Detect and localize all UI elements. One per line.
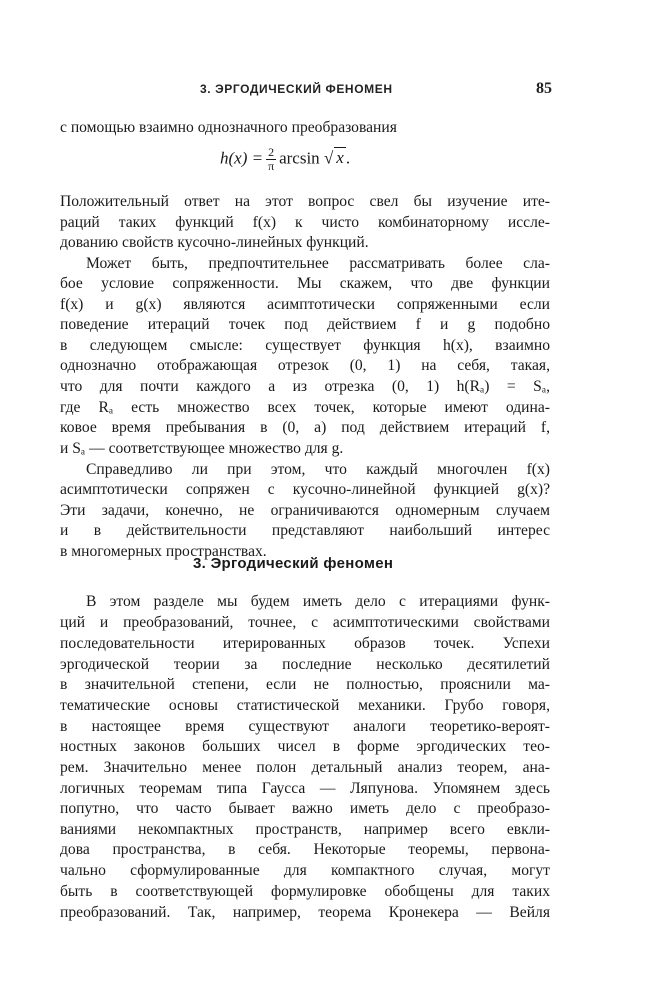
formula-radicand: x [336,148,344,168]
running-title: 3. ЭРГОДИЧЕСКИЙ ФЕНОМЕН [200,82,393,96]
formula-fraction [266,146,276,173]
text-line: поведение итераций точек под действием f и g подобно [60,316,550,333]
text-line: раций таких функций f(x) к чисто комбинаторному иссле- [60,214,550,231]
formula-function: arcsin [279,148,320,168]
section-heading: 3. Эргодический феномен [193,555,394,572]
formula-denominator: π [268,159,275,173]
text-line: где Rₐ есть множество всех точек, которые имеют одина- [60,399,550,416]
text-line: преобразований. Так, например, теорема Кронекера — Вейля [60,904,550,921]
text-line: бое условие сопряженности. Мы скажем, что две функции [60,275,550,292]
text-line: Может быть, предпочтительнее рассматривать более сла- [86,255,550,272]
formula-terminator: . [345,148,351,168]
page-header [0,80,645,100]
text-line: асимптотически сопряжен с кусочно-линейной функцией g(x)? [60,481,550,498]
text-line: быть в соответствующей формулировке обобщены для таких [60,883,550,900]
text-line: ковое время пребывания в (0, a) под действием итераций f, [60,419,550,436]
formula [220,146,350,182]
formula-numerator: 2 [268,145,275,159]
text-line: дова пространства, в себя. Некоторые теоремы, первона- [60,841,550,858]
formula-lhs: h(x) = [220,148,264,168]
text-line: однозначно отображающая отрезок (0, 1) на себя, такая, [60,357,550,374]
text-line: тематические основы статистической механики. Грубо говоря, [60,697,550,714]
text-line: эргодической теории за последние несколько десятилетий [60,656,550,673]
text-line: f(x) и g(x) являются асимптотически сопряженными если [60,296,550,313]
text-line: логичных теоремам типа Гаусса — Ляпунова. Упомянем здесь [60,780,550,797]
text-line: дованию свойств кусочно-линейных функций. [60,234,369,251]
page-number: 85 [536,80,552,97]
text-line: попутно, что часто бывает важно иметь дело с преобразо- [60,800,550,817]
text-line: и в действительности представляют наибольший интерес [60,522,550,539]
radical-symbol: √ [323,148,334,168]
text-line: В этом разделе мы будем иметь дело с итерациями функ- [86,593,550,610]
text-line: и Sₐ — соответствующее множество для g. [60,440,344,457]
text-line: Эти задачи, конечно, не ограничиваются одномерным случаем [60,502,550,519]
text-line: чально сформулированные для компактного случая, могут [60,862,550,879]
text-line: ваниями некомпактных пространств, например всего евкли- [60,821,550,838]
text-line: ностных законов больших чисел в форме эргодических тео- [60,738,550,755]
text-line: Справедливо ли при этом, что каждый многочлен f(x) [86,461,550,478]
intro-line: с помощью взаимно однозначного преобразования [60,119,397,136]
text-line: в значительной степени, если не полностью, прояснили ма- [60,676,550,693]
text-line: ций и преобразований, точнее, с асимптотическими свойствами [60,614,550,631]
text-line: в следующем смысле: существует функция h(x), взаимно [60,337,550,354]
text-line: что для почти каждого a из отрезка (0, 1) h(Rₐ) = Sₐ, [60,378,550,395]
text-line: Положительный ответ на этот вопрос свел бы изучение ите- [60,193,550,210]
text-line: последовательности итерированных образов точек. Успехи [60,635,550,652]
text-line: в настоящее время существуют аналоги теоретико-вероят- [60,718,550,735]
text-line: рем. Значительно менее полон детальный анализ теорем, ана- [60,759,550,776]
text-line: в многомерных пространствах. [60,543,267,560]
